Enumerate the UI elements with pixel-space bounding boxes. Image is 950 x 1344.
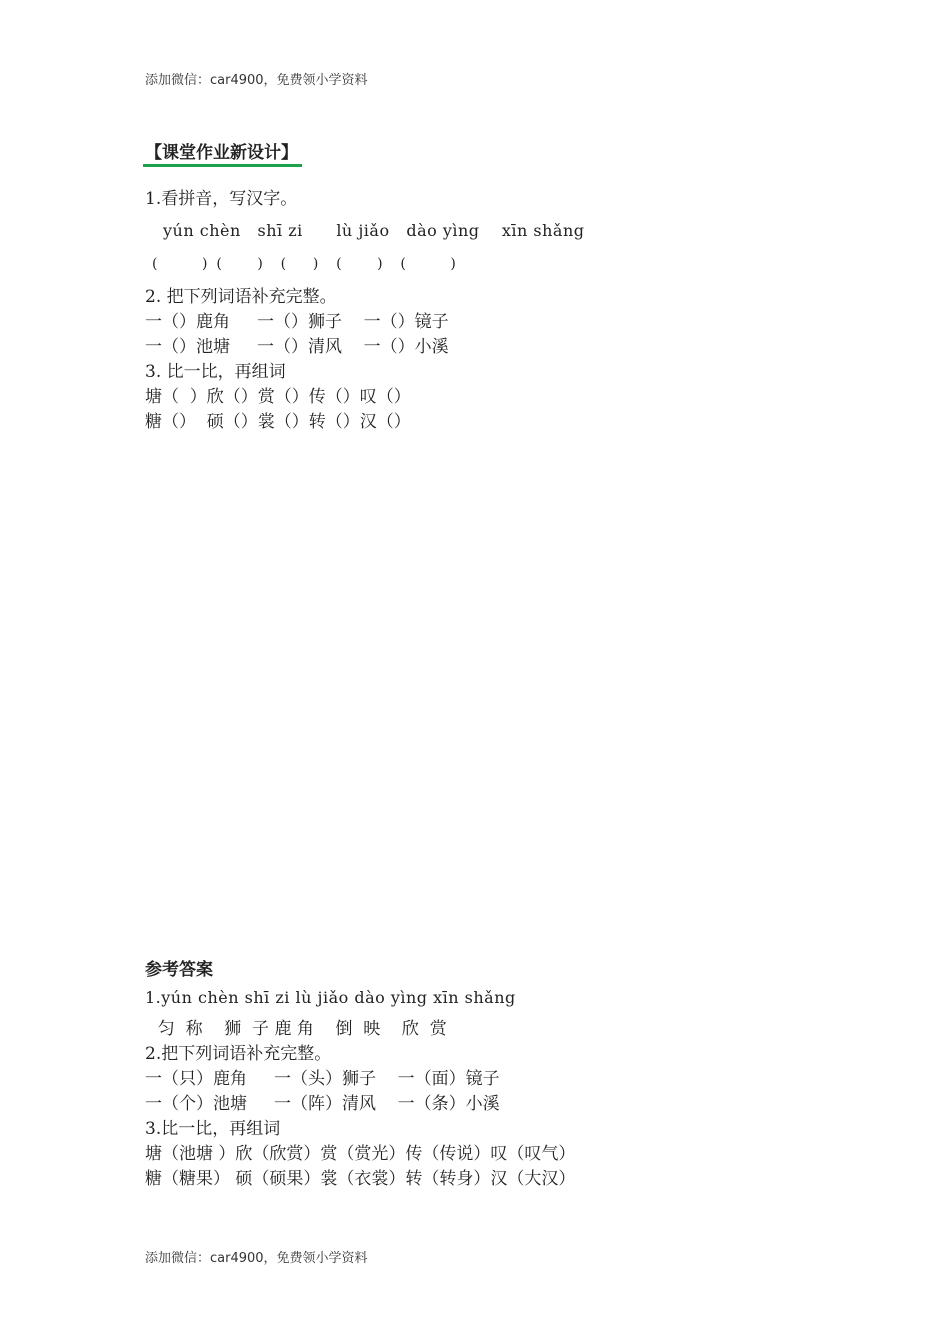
q1-blanks-line: ( ) ( ) ( ) ( ) ( ) <box>152 256 456 272</box>
homework-title-text: 【课堂作业新设计】 <box>145 143 298 163</box>
footer-note: 添加微信：car4900，免费领小学资料 <box>145 1251 368 1266</box>
q2-row-2: 一（）池塘 一（）清风 一（）小溪 <box>145 337 449 357</box>
q3-row-2: 糖（） 硕（）裳（）转（）汉（） <box>145 412 411 432</box>
q3-prompt: 3. 比一比，再组词 <box>145 362 286 382</box>
q2-prompt: 2. 把下列词语补充完整。 <box>145 287 337 307</box>
title-underline <box>143 164 302 167</box>
homework-title <box>145 138 298 163</box>
q1-pinyin-line: yún chèn shī zi lù jiǎo dào yìng xīn shǎng <box>163 221 585 240</box>
answers-q1-chars: 匀 称 狮 子 鹿 角 倒 映 欣 赏 <box>147 1019 447 1039</box>
q1-prompt: 1.看拼音，写汉字。 <box>145 189 298 209</box>
answers-q2-row-2: 一（个）池塘 一（阵）清风 一（条）小溪 <box>145 1094 500 1114</box>
q3-row-1: 塘（ ）欣（）赏（）传（）叹（） <box>145 387 411 407</box>
answers-q1-pinyin: 1.yún chèn shī zi lù jiǎo dào yìng xīn shǎng <box>145 988 516 1007</box>
answers-q2-row-1: 一（只）鹿角 一（头）狮子 一（面）镜子 <box>145 1069 500 1089</box>
answers-q3-prompt: 3.比一比，再组词 <box>145 1119 281 1139</box>
answers-q3-row-1: 塘（池塘 ）欣（欣赏）赏（赏光）传（传说）叹（叹气） <box>145 1144 576 1164</box>
header-note: 添加微信：car4900，免费领小学资料 <box>145 73 368 88</box>
q2-row-1: 一（）鹿角 一（）狮子 一（）镜子 <box>145 312 449 332</box>
answers-q2-prompt: 2.把下列词语补充完整。 <box>145 1044 332 1064</box>
answers-title: 参考答案 <box>145 960 213 980</box>
answers-q3-row-2: 糖（糖果） 硕（硕果）裳（衣裳）转（转身）汉（大汉） <box>145 1169 576 1189</box>
